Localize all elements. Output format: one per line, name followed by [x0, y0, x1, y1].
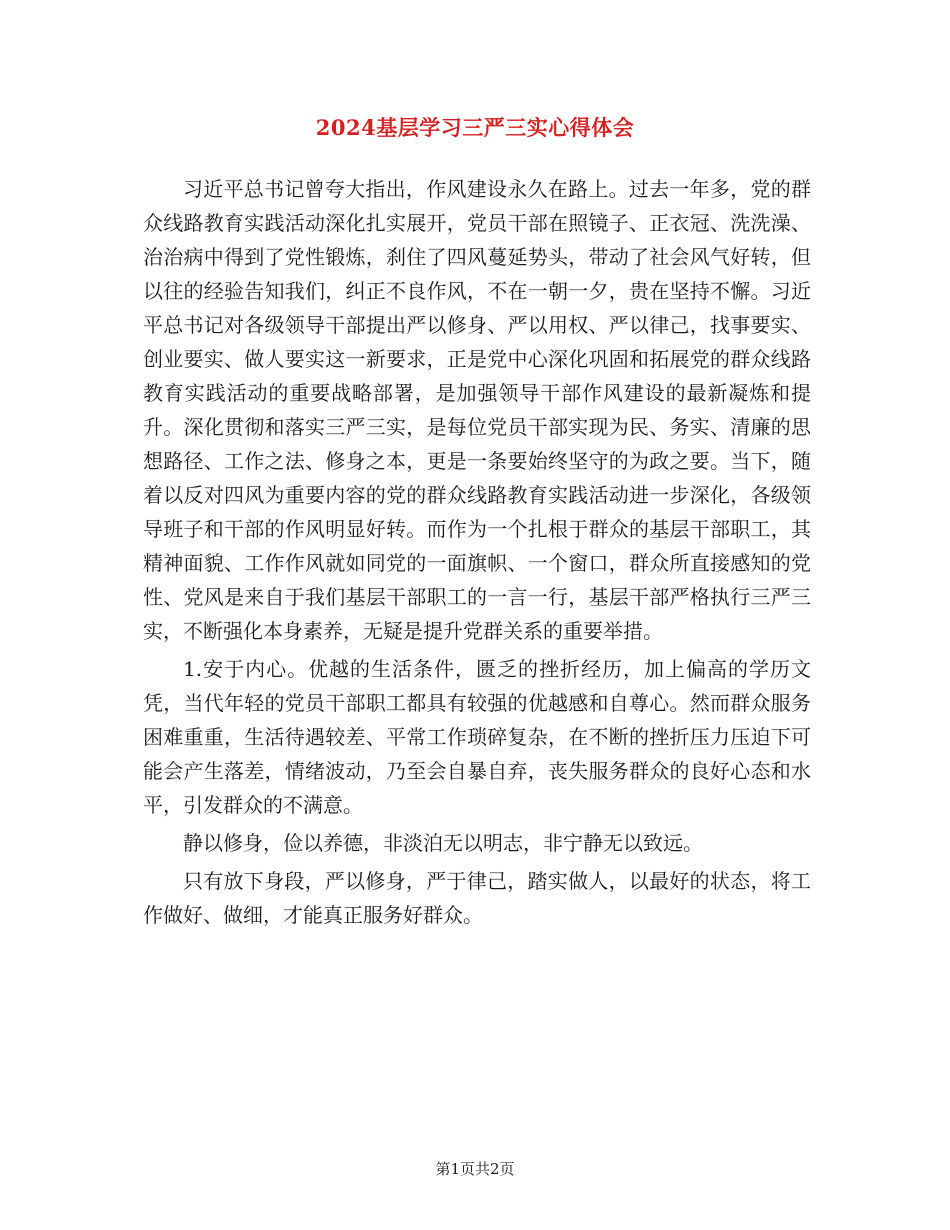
document-body: [143, 172, 811, 936]
paragraph-quote: 静以修身，俭以养德，非淡泊无以明志，非宁静无以致远。: [183, 831, 703, 855]
paragraph-point-1: 1.安于内心。优越的生活条件，匮乏的挫折经历，加上偏高的学历文凭，当代年轻的党员干部职工都具有较强的优越感和自尊心。然而群众服务困难重重，生活待遇较差、平常工作琐碎复杂，在不断的挫折压力压迫下可能会产生落差，情绪波动，乃至会自暴自弃，丧失服务群众的良好心态和水平，引发群众的不满意。: [143, 657, 811, 817]
paragraph-intro: 习近平总书记曾夸大指出，作风建设永久在路上。过去一年多，党的群众线路教育实践活动深化扎实展开，党员干部在照镜子、正衣冠、洗洗澡、治治病中得到了党性锻炼，刹住了四风蔓延势头，带动了社会风气好转，但以往的经验告知我们，纠正不良作风，不在一朝一夕，贵在坚持不懈。习近平总书记对各级领导干部提出严以修身、严以用权、严以律己，找事要实、创业要实、做人要实这一新要求，正是党中心深化巩固和拓展党的群众线路教育实践活动的重要战略部署，是加强领导干部作风建设的最新凝炼和提升。深化贯彻和落实三严三实，是每位党员干部实现为民、务实、清廉的思想路径、工作之法、修身之本，更是一条要始终坚守的为政之要。当下，随着以反对四风为重要内容的党的群众线路教育实践活动进一步深化，各级领导班子和干部的作风明显好转。而作为一个扎根于群众的基层干部职工，其精神面貌、工作作风就如同党的一面旗帜、一个窗口，群众所直接感知的党性、党风是来自于我们基层干部职工的一言一行，基层干部严格执行三严三实，不断强化本身素养，无疑是提升党群关系的重要举措。: [143, 177, 811, 643]
document-title: 2024基层学习三严三实心得体会: [315, 115, 635, 140]
page-number-footer: 第1页共2页: [435, 1160, 515, 1178]
paragraph-conclusion: 只有放下身段，严以修身，严于律己，踏实做人，以最好的状态，将工作做好、做细，才能真正服务好群众。: [143, 869, 811, 927]
